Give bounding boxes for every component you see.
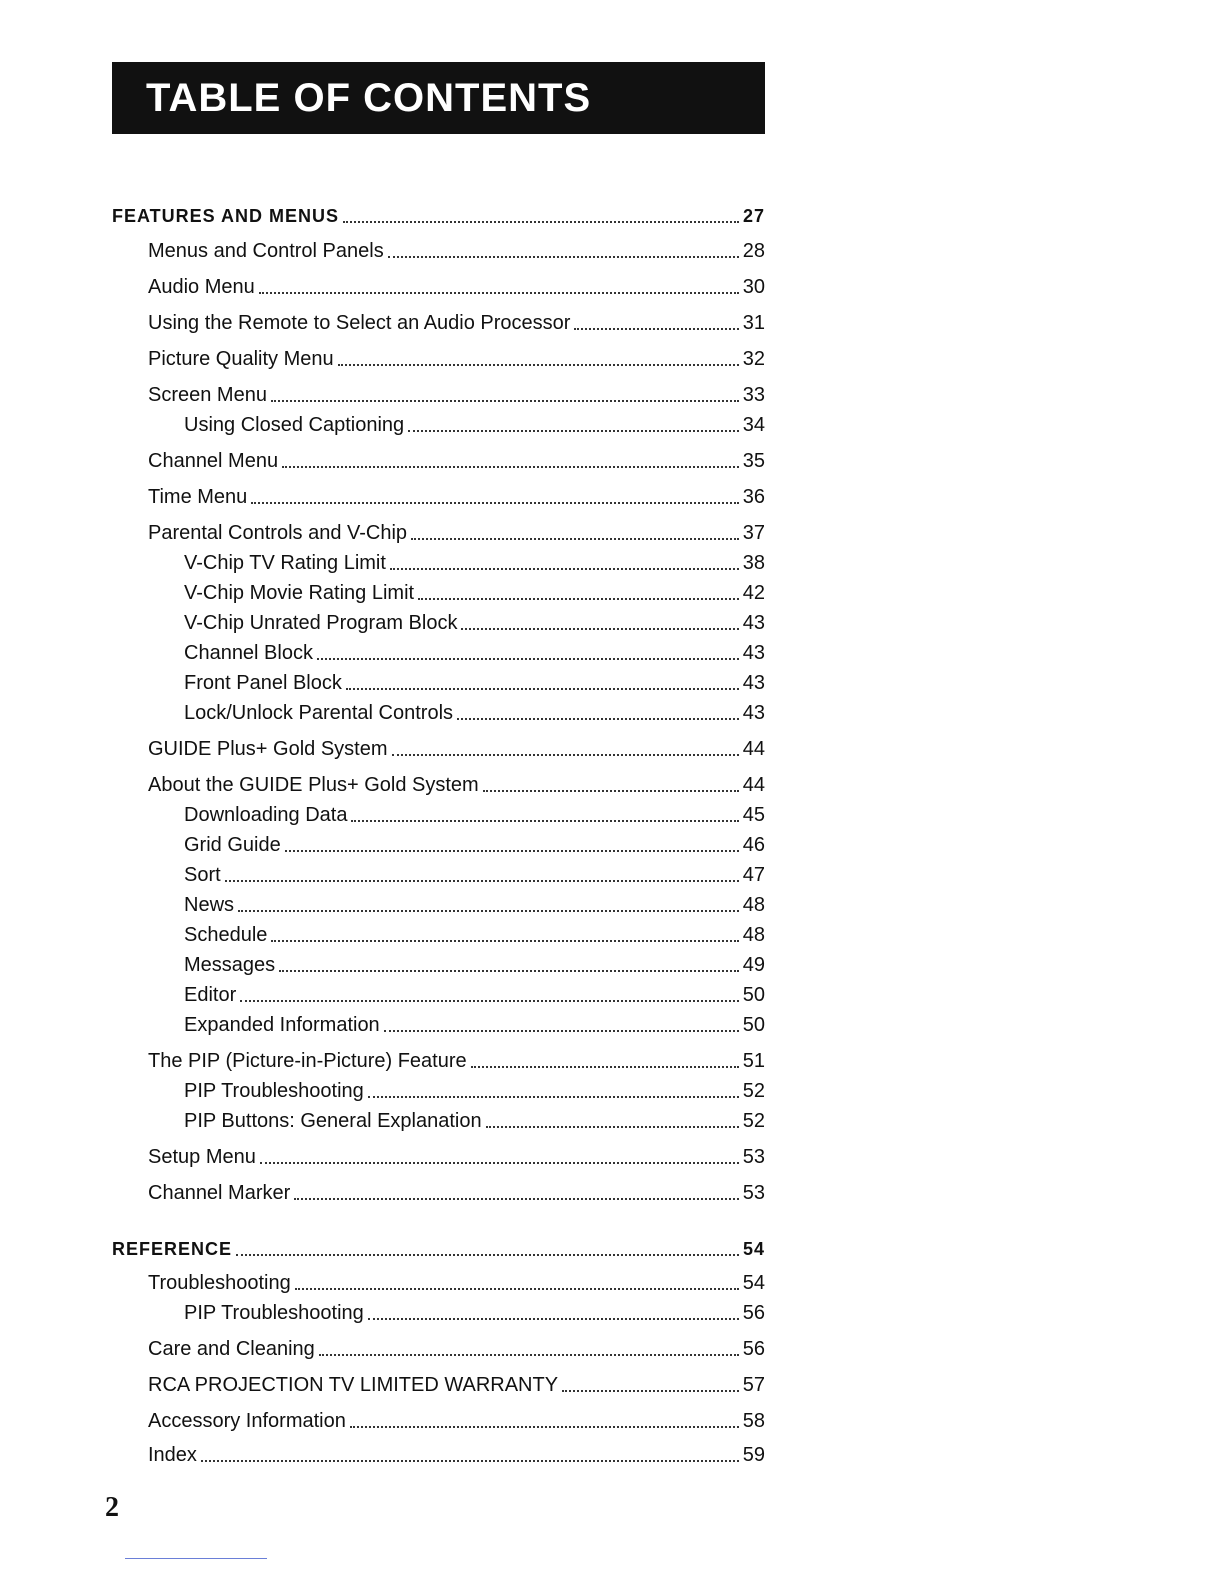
toc-entry (184, 1300, 765, 1326)
dot-leader (408, 430, 739, 432)
toc-entry-page: 30 (742, 276, 765, 298)
toc-entry-page: 48 (742, 894, 765, 916)
toc-entry-page: 53 (742, 1146, 765, 1168)
toc-entry-title: Using Closed Captioning (184, 414, 405, 436)
toc-entry (148, 1442, 765, 1468)
toc-entry-title: Time Menu (148, 486, 248, 508)
toc-entry-page: 54 (742, 1239, 765, 1259)
dot-leader (368, 1096, 739, 1098)
toc-entry-page: 59 (742, 1444, 765, 1466)
toc-section-heading (112, 203, 765, 229)
toc-entry-title: Accessory Information (148, 1410, 346, 1432)
toc-entry (148, 736, 765, 762)
toc-entry (184, 1108, 765, 1134)
dot-leader (251, 502, 738, 504)
dot-leader (338, 364, 739, 366)
toc-section-heading (112, 1236, 765, 1262)
toc-entry (148, 1180, 765, 1206)
dot-leader (388, 256, 739, 258)
toc-entry-title: About the GUIDE Plus+ Gold System (148, 774, 479, 796)
toc-entry (184, 610, 765, 636)
toc-entry-title: V-Chip TV Rating Limit (184, 552, 386, 574)
toc-entry (148, 346, 765, 372)
toc-entry (148, 1048, 765, 1074)
toc-entry-title: Care and Cleaning (148, 1338, 315, 1360)
toc-entry-page: 56 (742, 1302, 765, 1324)
dot-leader (346, 688, 739, 690)
dot-leader (319, 1354, 739, 1356)
dot-leader (240, 1000, 739, 1002)
toc-entry-title: Channel Menu (148, 450, 279, 472)
toc-entry (184, 862, 765, 888)
toc-entry (148, 238, 765, 264)
footer-rule (125, 1558, 267, 1559)
toc-entry-title: Screen Menu (148, 384, 267, 406)
toc-entry-title: V-Chip Unrated Program Block (184, 612, 458, 634)
toc-entry-page: 35 (742, 450, 765, 472)
toc-entry-title: Channel Block (184, 642, 313, 664)
dot-leader (574, 328, 738, 330)
toc-entry-title: Picture Quality Menu (148, 348, 334, 370)
toc-entry-page: 54 (742, 1272, 765, 1294)
dot-leader (343, 221, 739, 223)
toc-entry-page: 43 (742, 702, 765, 724)
toc-entry-page: 36 (742, 486, 765, 508)
toc-entry (184, 952, 765, 978)
toc-entry (184, 670, 765, 696)
toc-entry-title: Index (148, 1444, 197, 1466)
page-title: TABLE OF CONTENTS (146, 76, 592, 120)
toc-entry-title: Audio Menu (148, 276, 255, 298)
toc-entry-page: 44 (742, 738, 765, 760)
toc-entry-title: REFERENCE (112, 1239, 233, 1259)
toc-entry (184, 550, 765, 576)
toc-entry-title: Using the Remote to Select an Audio Processor (148, 312, 571, 334)
toc-entry-title: FEATURES AND MENUS (112, 206, 340, 226)
dot-leader (279, 970, 739, 972)
toc-entry (148, 772, 765, 798)
dot-leader (483, 790, 739, 792)
toc-entry-title: Editor (184, 984, 237, 1006)
toc-entry-title: RCA PROJECTION TV LIMITED WARRANTY (148, 1374, 559, 1396)
toc-entry-page: 50 (742, 1014, 765, 1036)
toc-entry-title: The PIP (Picture-in-Picture) Feature (148, 1050, 467, 1072)
toc-entry (184, 1012, 765, 1038)
toc-entry-page: 43 (742, 672, 765, 694)
dot-leader (317, 658, 739, 660)
toc-entry-page: 50 (742, 984, 765, 1006)
dot-leader (236, 1254, 739, 1256)
dot-leader (271, 400, 739, 402)
toc-entry (148, 274, 765, 300)
toc-entry (148, 382, 765, 408)
toc-entry-page: 51 (742, 1050, 765, 1072)
dot-leader (471, 1066, 739, 1068)
dot-leader (285, 850, 739, 852)
toc-entry-page: 34 (742, 414, 765, 436)
toc-entry (184, 700, 765, 726)
toc-entry-title: News (184, 894, 235, 916)
toc-entry-page: 48 (742, 924, 765, 946)
dot-leader (384, 1030, 739, 1032)
toc-entry (184, 832, 765, 858)
toc-entry-page: 46 (742, 834, 765, 856)
dot-leader (411, 538, 739, 540)
toc-entry-title: Channel Marker (148, 1182, 291, 1204)
toc-entry-title: Setup Menu (148, 1146, 256, 1168)
toc-entry-page: 28 (742, 240, 765, 262)
toc-entry (184, 892, 765, 918)
toc-entry-page: 53 (742, 1182, 765, 1204)
dot-leader (457, 718, 739, 720)
dot-leader (351, 820, 738, 822)
toc-entry-title: Troubleshooting (148, 1272, 291, 1294)
dot-leader (238, 910, 739, 912)
toc-entry-page: 49 (742, 954, 765, 976)
dot-leader (201, 1460, 739, 1462)
dot-leader (225, 880, 739, 882)
toc-entry (184, 982, 765, 1008)
toc-entry-title: Schedule (184, 924, 268, 946)
toc-entry-page: 33 (742, 384, 765, 406)
toc-entry (184, 580, 765, 606)
toc-entry (148, 1270, 765, 1296)
toc-entry (184, 412, 765, 438)
dot-leader (562, 1390, 739, 1392)
toc-entry-title: Expanded Information (184, 1014, 380, 1036)
dot-leader (295, 1288, 739, 1290)
dot-leader (390, 568, 739, 570)
toc-entry (148, 448, 765, 474)
toc-entry-title: Sort (184, 864, 221, 886)
toc-entry (148, 1336, 765, 1362)
toc-entry-title: GUIDE Plus+ Gold System (148, 738, 388, 760)
toc-entry-page: 52 (742, 1080, 765, 1102)
toc-entry (148, 1372, 765, 1398)
toc-entry-page: 43 (742, 642, 765, 664)
toc-entry (184, 802, 765, 828)
dot-leader (461, 628, 738, 630)
dot-leader (294, 1198, 738, 1200)
toc-entry-title: V-Chip Movie Rating Limit (184, 582, 415, 604)
toc-entry-page: 37 (742, 522, 765, 544)
toc-entry-title: Menus and Control Panels (148, 240, 384, 262)
toc-entry (148, 520, 765, 546)
dot-leader (282, 466, 739, 468)
dot-leader (418, 598, 739, 600)
toc-entry-page: 47 (742, 864, 765, 886)
toc-entry-page: 27 (742, 206, 765, 226)
toc-entry-title: Parental Controls and V-Chip (148, 522, 408, 544)
dot-leader (486, 1126, 739, 1128)
toc-entry-title: Grid Guide (184, 834, 281, 856)
toc-entry-page: 38 (742, 552, 765, 574)
toc-entry-title: PIP Troubleshooting (184, 1302, 364, 1324)
toc-entry-title: PIP Buttons: General Explanation (184, 1110, 482, 1132)
dot-leader (392, 754, 739, 756)
toc-entry-page: 43 (742, 612, 765, 634)
toc-entry-title: Front Panel Block (184, 672, 342, 694)
toc-entry-page: 56 (742, 1338, 765, 1360)
toc-entry (184, 640, 765, 666)
toc-entry-title: Downloading Data (184, 804, 348, 826)
dot-leader (368, 1318, 739, 1320)
dot-leader (260, 1162, 739, 1164)
toc-entry-title: PIP Troubleshooting (184, 1080, 364, 1102)
toc-entry-title: Lock/Unlock Parental Controls (184, 702, 454, 724)
toc-entry-page: 44 (742, 774, 765, 796)
toc-entry-page: 45 (742, 804, 765, 826)
toc-entry-page: 58 (742, 1410, 765, 1432)
toc-entry (148, 1144, 765, 1170)
header-bar (112, 62, 765, 134)
dot-leader (259, 292, 739, 294)
toc-entry (148, 484, 765, 510)
toc-entry (184, 1078, 765, 1104)
toc-entry-page: 42 (742, 582, 765, 604)
toc-entry-page: 32 (742, 348, 765, 370)
dot-leader (350, 1426, 739, 1428)
toc-entry-page: 31 (742, 312, 765, 334)
toc-entry (184, 922, 765, 948)
toc-entry (148, 310, 765, 336)
toc-entry-title: Messages (184, 954, 276, 976)
toc-entry (148, 1408, 765, 1434)
toc-entry-page: 57 (742, 1374, 765, 1396)
dot-leader (271, 940, 738, 942)
page-number: 2 (105, 1492, 119, 1523)
toc-entry-page: 52 (742, 1110, 765, 1132)
